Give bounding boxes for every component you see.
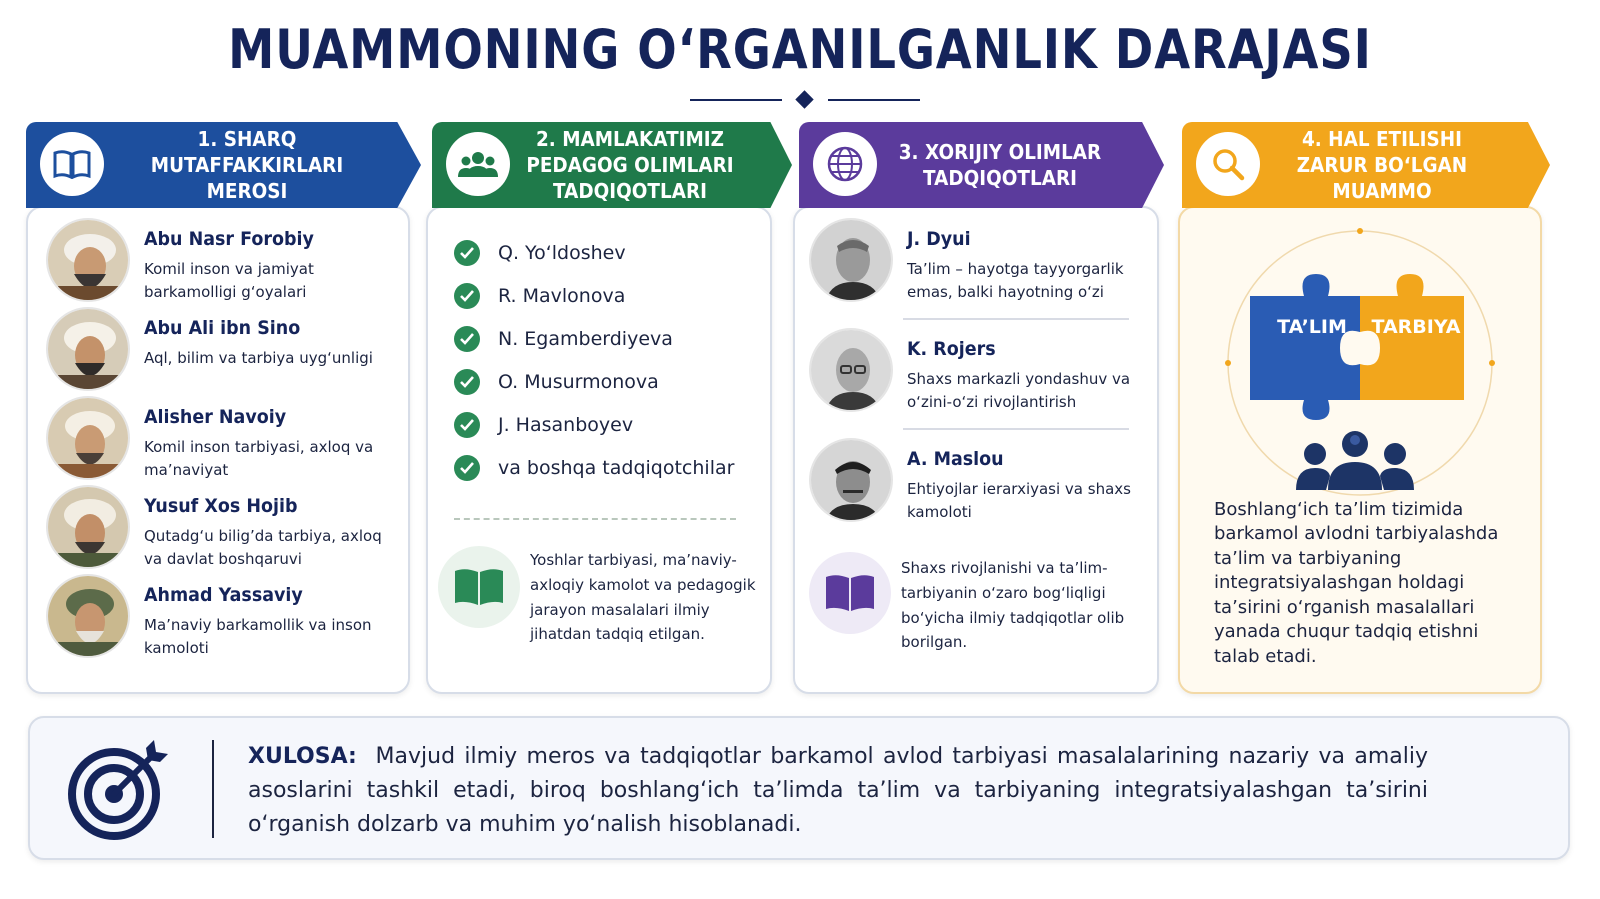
person-item <box>46 307 406 395</box>
puzzle-label-talim: TA’LIM <box>1277 316 1347 338</box>
banner-title: 1. SHARQ MUTAFFAKKIRLARI MEROSI <box>150 127 344 203</box>
person-name: Abu Nasr Forobiy <box>144 228 314 250</box>
divider <box>903 428 1129 430</box>
person-name: A. Maslou <box>907 448 1004 470</box>
conclusion-label: XULOSA: <box>248 744 357 769</box>
scholar-name: J. Hasanboyev <box>498 414 634 436</box>
scholar-name: N. Egamberdiyeva <box>498 328 673 350</box>
check-icon <box>454 455 480 481</box>
person-description: Qutadg‘u bilig’da tarbiya, axloq va davlat boshqaruvi <box>144 527 382 568</box>
card-eastern-thinkers <box>26 206 410 694</box>
portrait-image <box>809 218 893 302</box>
conclusion-box <box>28 716 1570 860</box>
people-icon <box>446 132 510 196</box>
summary-note: Shaxs rivojlanishi va ta’lim-tarbiyanin o‘zaro bog‘liqligi bo‘yicha ilmiy tadqiqotlar olib borilgan. <box>901 559 1125 652</box>
search-icon <box>1196 132 1260 196</box>
card-local-scholars <box>426 206 772 694</box>
conclusion-text <box>248 740 1428 842</box>
portrait-image <box>809 328 893 412</box>
dashed-divider <box>454 518 736 520</box>
person-description: Ma’naviy barkamollik va inson kamoloti <box>144 616 372 657</box>
card-problem <box>1178 206 1542 694</box>
banner-title: 2. MAMLAKATIMIZ PEDAGOG OLIMLARI TADQIQOTLARI <box>526 127 734 203</box>
person-name: J. Dyui <box>907 228 971 250</box>
list-item <box>454 367 659 397</box>
person-name: Yusuf Xos Hojib <box>144 495 298 517</box>
list-item <box>454 410 633 440</box>
divider <box>903 318 1129 320</box>
target-icon <box>66 738 170 842</box>
scholar-name: O. Musurmonova <box>498 371 659 393</box>
person-name: K. Rojers <box>907 338 996 360</box>
person-name: Abu Ali ibn Sino <box>144 317 301 339</box>
portrait-image <box>46 218 130 302</box>
banner-title: 3. XORIJIY OLIMLAR TADQIQOTLARI <box>898 140 1102 190</box>
person-item <box>809 218 1169 306</box>
book-icon <box>438 546 520 628</box>
person-name: Ahmad Yassaviy <box>144 584 303 606</box>
card-foreign-scholars <box>793 206 1159 694</box>
list-item <box>454 281 625 311</box>
globe-icon <box>813 132 877 196</box>
person-name: Alisher Navoiy <box>144 406 287 428</box>
page-title: MUAMMONING O‘RGANILGANLIK DARAJASI <box>228 18 1372 81</box>
person-item <box>809 438 1169 526</box>
person-description: Shaxs markazli yondashuv va o‘zini-o‘zi rivojlantirish <box>907 370 1131 411</box>
list-item <box>454 324 673 354</box>
check-icon <box>454 369 480 395</box>
problem-text: Boshlang‘ich ta’lim tizimida barkamol avlodni tarbiyalashda ta’lim va tarbiyaning integratsiyalashgan holdagi ta’sirini o‘rganish masalallari yanada chuqur tadqiq etishni talab etadi. <box>1214 499 1499 667</box>
summary-note: Yoshlar tarbiyasi, ma’naviy-axloqiy kamolot va pedagogik jarayon masalalari ilmiy jihatdan tadqiq etilgan. <box>530 551 756 644</box>
scholar-name: R. Mavlonova <box>498 285 626 307</box>
puzzle-label-tarbiya: TARBIYA <box>1371 316 1461 338</box>
book-icon <box>809 552 891 634</box>
person-description: Komil inson tarbiyasi, axloq va ma’naviyat <box>144 438 374 479</box>
person-description: Aql, bilim va tarbiya uyg‘unligi <box>144 349 373 367</box>
scholar-name: Q. Yo‘ldoshev <box>498 242 626 264</box>
person-item <box>46 485 406 573</box>
check-icon <box>454 240 480 266</box>
person-item <box>46 396 406 484</box>
conclusion-body: Mavjud ilmiy meros va tadqiqotlar barkamol avlod tarbiyasi masalalarining nazariy va amaliy asoslarini tashkil etadi, biroq boshlang‘ich ta’limda ta’lim va tarbiyaning integratsiyalashgan ta’sirini o‘rganish dolzarb va muhim yo‘nalish hisoblanadi. <box>248 744 1428 838</box>
check-icon <box>454 283 480 309</box>
person-description: Komil inson va jamiyat barkamolligi g‘oyalari <box>144 260 314 301</box>
person-item <box>46 574 406 662</box>
portrait-image <box>46 485 130 569</box>
book-icon <box>40 132 104 196</box>
list-item <box>454 238 626 268</box>
list-item <box>454 453 734 483</box>
check-icon <box>454 326 480 352</box>
person-description: Ehtiyojlar ierarxiyasi va shaxs kamoloti <box>907 480 1131 521</box>
person-item <box>809 328 1169 416</box>
title-divider <box>690 92 920 108</box>
check-icon <box>454 412 480 438</box>
person-description: Ta’lim – hayotga tayyorgarlik emas, balki hayotning o‘zi <box>907 260 1124 301</box>
puzzle-illustration <box>1210 228 1510 498</box>
divider <box>212 740 214 838</box>
scholar-name: va boshqa tadqiqotchilar <box>498 457 735 479</box>
portrait-image <box>46 307 130 391</box>
portrait-image <box>46 574 130 658</box>
banner-title: 4. HAL ETILISHI ZARUR BO‘LGAN MUAMMO <box>1296 127 1468 203</box>
portrait-image <box>809 438 893 522</box>
portrait-image <box>46 396 130 480</box>
person-item <box>46 218 406 306</box>
